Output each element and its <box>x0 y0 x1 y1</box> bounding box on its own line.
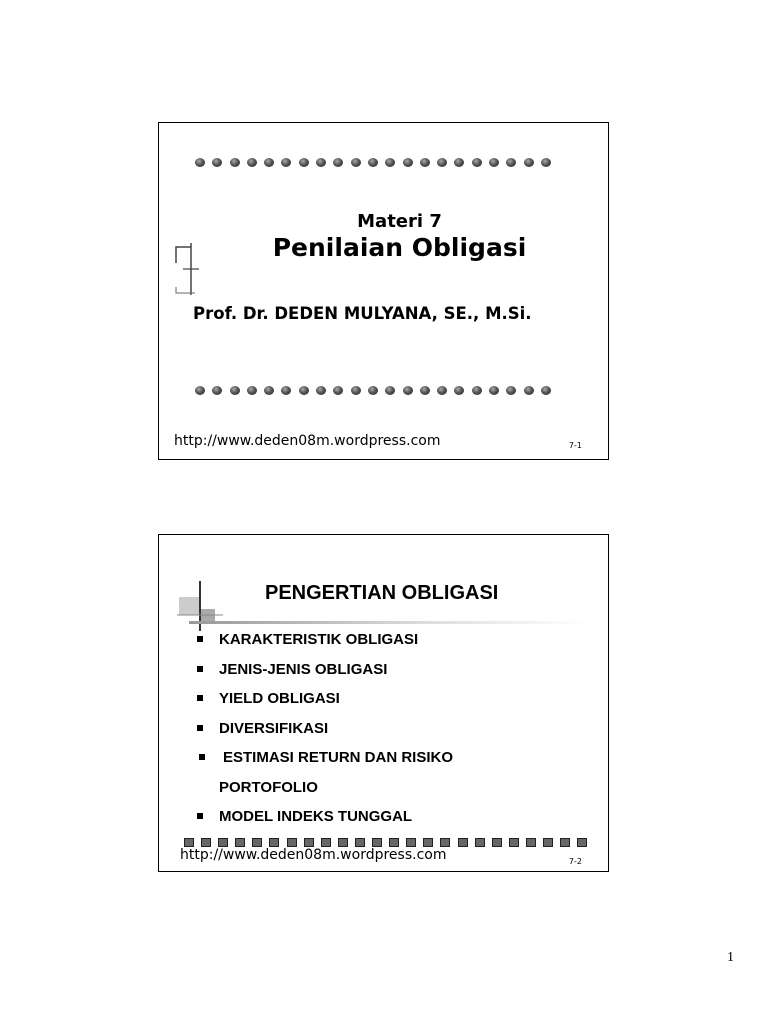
page-number: 1 <box>727 950 734 965</box>
decorative-dot <box>403 386 413 395</box>
decorative-dot <box>541 386 551 395</box>
list-item: MODEL INDEKS TUNGGAL <box>195 802 453 832</box>
list-item: YIELD OBLIGASI <box>195 684 453 714</box>
decorative-dot <box>299 158 309 167</box>
decorative-sq <box>458 838 468 847</box>
decorative-dot <box>264 158 274 167</box>
decorative-dot <box>437 386 447 395</box>
decorative-dot-row-top <box>195 158 551 167</box>
decorative-dot <box>489 386 499 395</box>
decorative-dot <box>316 386 326 395</box>
decorative-sq <box>304 838 314 847</box>
footer-url: http://www.deden08m.wordpress.com <box>180 847 447 863</box>
decorative-sq <box>560 838 570 847</box>
decorative-dot <box>351 386 361 395</box>
decorative-square-row <box>184 838 587 847</box>
decorative-sq <box>184 838 194 847</box>
slide-title: PENGERTIAN OBLIGASI <box>265 582 499 604</box>
author-name: Prof. Dr. DEDEN MULYANA, SE., M.Si. <box>193 304 532 323</box>
footer-url: http://www.deden08m.wordpress.com <box>174 433 441 449</box>
list-item: KARAKTERISTIK OBLIGASI <box>195 625 453 655</box>
decorative-dot <box>333 158 343 167</box>
list-item-continuation: PORTOFOLIO <box>219 778 318 796</box>
decorative-sq <box>406 838 416 847</box>
decorative-dot <box>281 386 291 395</box>
decorative-dot <box>524 386 534 395</box>
decorative-dot <box>212 386 222 395</box>
decorative-dot <box>437 158 447 167</box>
decorative-sq <box>440 838 450 847</box>
decorative-sq <box>355 838 365 847</box>
decorative-sq <box>475 838 485 847</box>
decorative-dot <box>230 158 240 167</box>
slide-title: Penilaian Obligasi <box>272 233 527 262</box>
decorative-sq <box>389 838 399 847</box>
decorative-dot <box>472 386 482 395</box>
decorative-dot <box>247 158 257 167</box>
decorative-sq <box>577 838 587 847</box>
decorative-dot <box>454 386 464 395</box>
decorative-dot <box>403 158 413 167</box>
decorative-sq <box>287 838 297 847</box>
decorative-sq <box>235 838 245 847</box>
decorative-dot <box>541 158 551 167</box>
decorative-dot <box>368 386 378 395</box>
decorative-sq <box>338 838 348 847</box>
decorative-dot <box>351 158 361 167</box>
slide-2 <box>158 534 609 872</box>
decorative-sq <box>372 838 382 847</box>
decorative-dot <box>333 386 343 395</box>
decorative-sq <box>269 838 279 847</box>
decorative-sq <box>218 838 228 847</box>
slide-1 <box>158 122 609 460</box>
decorative-dot <box>524 158 534 167</box>
decorative-dot <box>454 158 464 167</box>
decorative-dot-row-bottom <box>195 386 551 395</box>
title-underline <box>189 621 589 624</box>
decorative-dot <box>385 158 395 167</box>
decorative-dot <box>247 386 257 395</box>
list-item: ESTIMASI RETURN DAN RISIKO <box>195 743 453 773</box>
decorative-sq <box>252 838 262 847</box>
decorative-dot <box>489 158 499 167</box>
decorative-sq <box>201 838 211 847</box>
decorative-dot <box>281 158 291 167</box>
decorative-dot <box>316 158 326 167</box>
decorative-dot <box>420 386 430 395</box>
decorative-dot <box>506 386 516 395</box>
decorative-dot <box>506 158 516 167</box>
decorative-sq <box>423 838 433 847</box>
decorative-sq <box>543 838 553 847</box>
decorative-sq <box>509 838 519 847</box>
decorative-sq <box>492 838 502 847</box>
decorative-sq <box>321 838 331 847</box>
decorative-dot <box>212 158 222 167</box>
slide-subtitle: Materi 7 <box>357 211 442 232</box>
decorative-dot <box>195 386 205 395</box>
decorative-dot <box>420 158 430 167</box>
decorative-dot <box>385 386 395 395</box>
decorative-dot <box>264 386 274 395</box>
decorative-dot <box>472 158 482 167</box>
list-item: JENIS-JENIS OBLIGASI <box>195 655 453 685</box>
decorative-dot <box>299 386 309 395</box>
slide-number: 7-2 <box>568 857 582 866</box>
decorative-dot <box>230 386 240 395</box>
decorative-dot <box>368 158 378 167</box>
slide-number: 7-1 <box>568 441 582 450</box>
list-item: DIVERSIFIKASI <box>195 714 453 744</box>
bullet-list <box>195 625 453 832</box>
decorative-sq <box>526 838 536 847</box>
decorative-dot <box>195 158 205 167</box>
